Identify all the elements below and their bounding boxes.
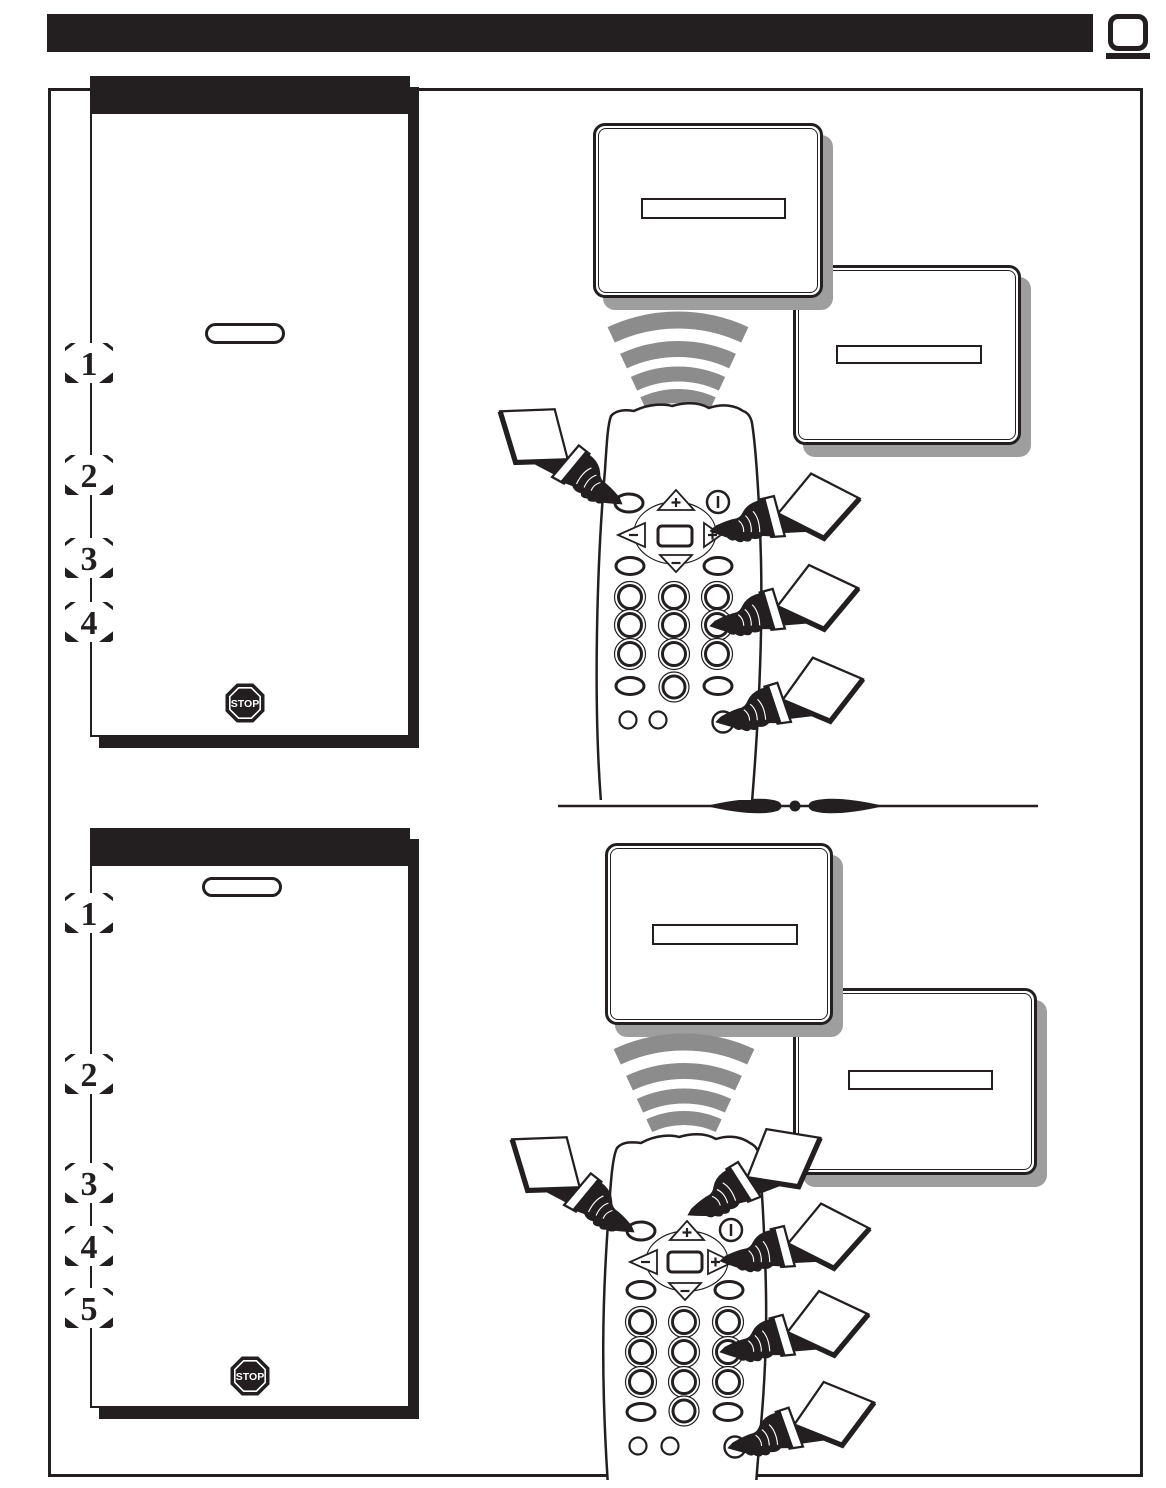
step-diamond-3 <box>65 1163 113 1203</box>
tv-osd-message-box-1 <box>641 198 786 219</box>
step-diamond-1 <box>65 893 113 933</box>
nav-center-button <box>658 526 692 546</box>
step-diamond-1 <box>65 343 113 383</box>
svg-text:1: 1 <box>80 346 98 383</box>
function-button <box>714 1404 742 1421</box>
step-diamond-4 <box>65 602 113 642</box>
page-number-underline <box>1106 53 1150 59</box>
ir-signal-waves-icon <box>611 320 745 404</box>
remote-control-illustration-top <box>490 300 880 800</box>
svg-text:3: 3 <box>80 1166 98 1203</box>
svg-text:STOP: STOP <box>230 698 260 710</box>
remote-button-callout-1 <box>205 323 285 344</box>
step-diamond-3 <box>65 538 113 578</box>
small-button <box>650 712 667 729</box>
function-button <box>616 558 644 575</box>
svg-text:3: 3 <box>80 541 98 578</box>
nav-center-button <box>668 1252 702 1272</box>
step-diamond-2 <box>65 455 113 495</box>
svg-text:4: 4 <box>80 1229 98 1266</box>
stop-sign-icon <box>228 1354 272 1398</box>
svg-text:5: 5 <box>80 1291 98 1328</box>
function-button <box>704 558 732 575</box>
procedure-panel-1-header <box>92 78 408 114</box>
ir-signal-waves-icon <box>617 1042 751 1126</box>
svg-text:2: 2 <box>80 458 98 495</box>
function-button <box>616 678 644 695</box>
tv-osd-message-box-3 <box>652 924 798 945</box>
procedure-panel-2-header <box>92 830 408 866</box>
small-button <box>620 712 637 729</box>
svg-text:4: 4 <box>80 605 98 642</box>
step-diamond-5 <box>65 1288 113 1328</box>
svg-text:STOP: STOP <box>235 1371 265 1383</box>
remote-button-callout-2 <box>202 877 282 897</box>
svg-text:2: 2 <box>80 1057 98 1094</box>
page-title-bar <box>47 14 1093 52</box>
svg-text:1: 1 <box>80 896 98 933</box>
procedure-panel-1 <box>90 76 410 737</box>
small-button <box>662 1438 679 1455</box>
function-button <box>627 1404 655 1421</box>
function-button <box>627 1282 655 1299</box>
small-button <box>630 1438 647 1455</box>
step-diamond-4 <box>65 1226 113 1266</box>
function-button <box>704 678 732 695</box>
function-button <box>715 1282 743 1299</box>
remote-control-illustration-bottom <box>490 1030 880 1480</box>
procedure-panel-2 <box>90 828 410 1408</box>
page-number-box <box>1108 14 1148 51</box>
step-diamond-2 <box>65 1054 113 1094</box>
stop-sign-icon <box>223 681 267 725</box>
